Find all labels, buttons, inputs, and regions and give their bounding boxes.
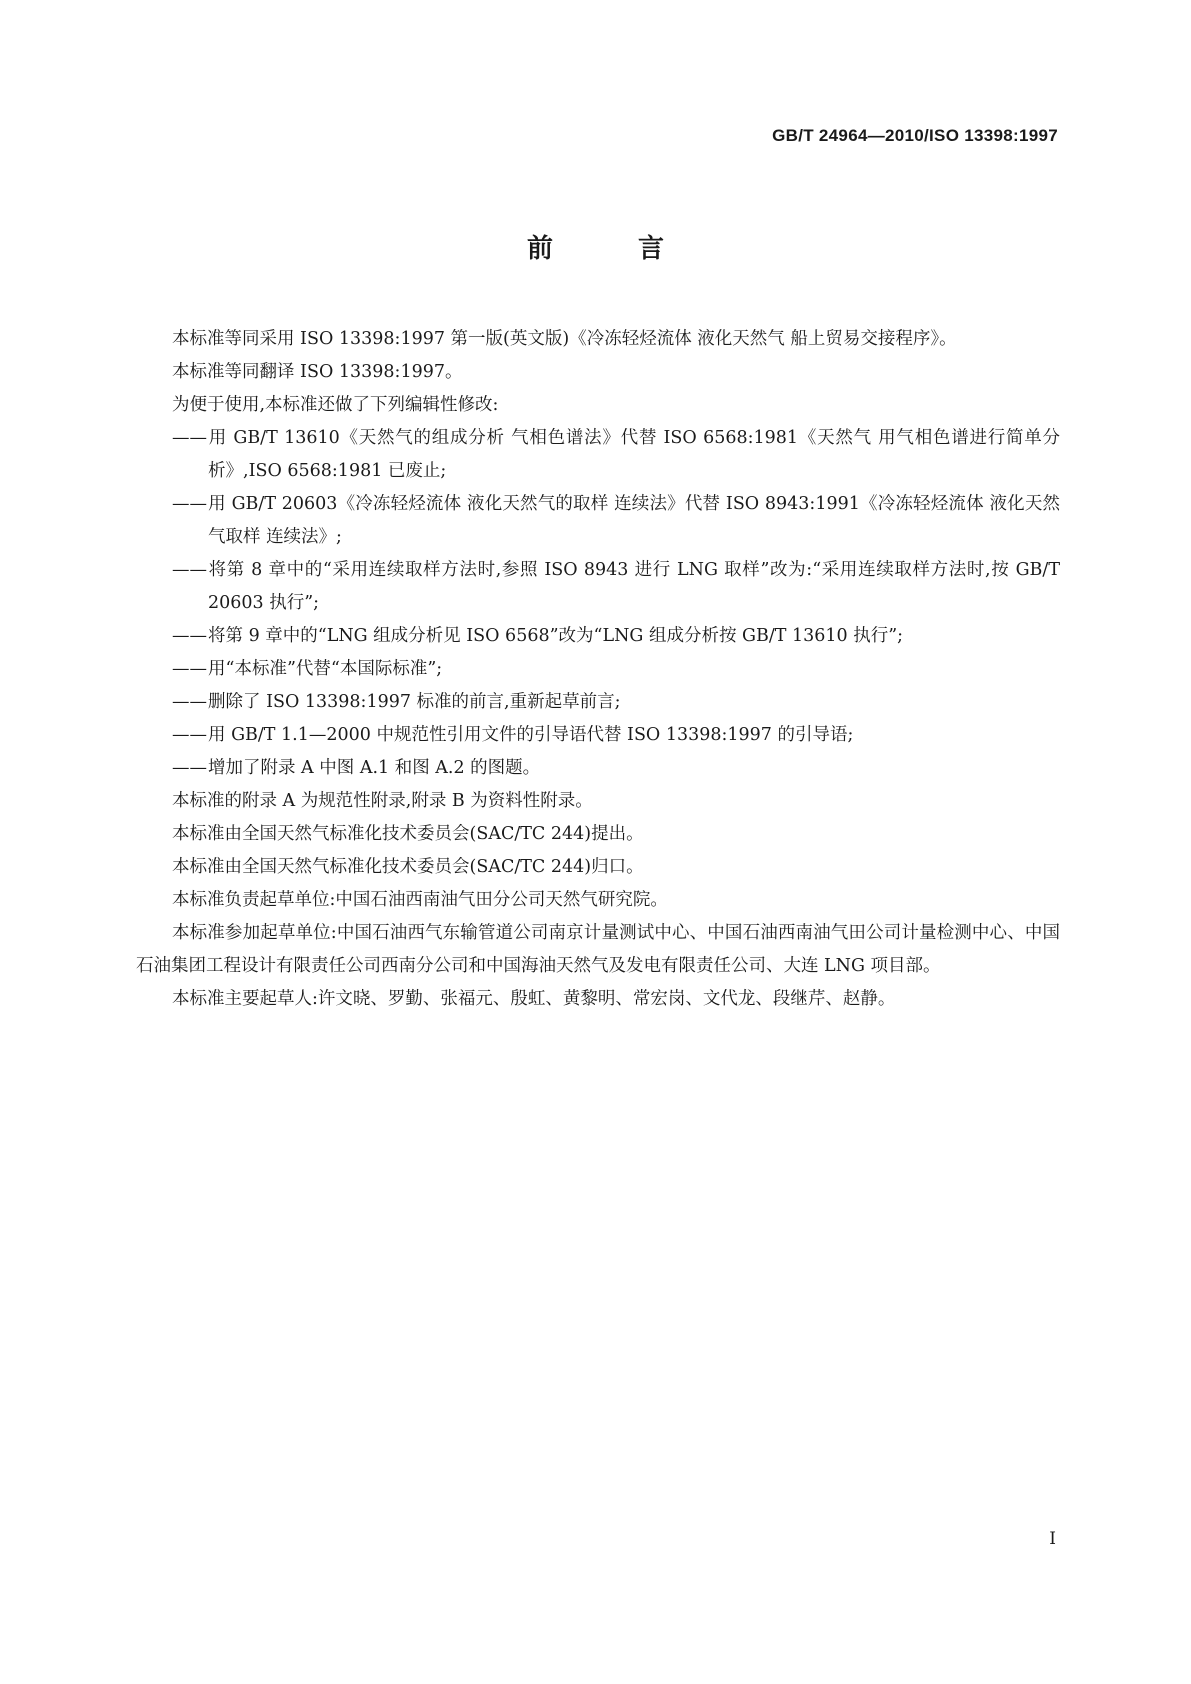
dash-marker: —— <box>172 758 207 778</box>
list-item <box>136 719 1060 752</box>
dash-marker: —— <box>172 428 207 448</box>
list-item <box>136 752 1060 785</box>
paragraph-participating-drafters: 本标准参加起草单位:中国石油西气东输管道公司南京计量测试中心、中国石油西南油气田公司计量检测中心、中国石油集团工程设计有限责任公司西南分公司和中国海油天然气及发电有限责任公司、大连 LNG 项目部。 <box>136 923 1060 976</box>
list-item-text: 删除了 ISO 13398:1997 标准的前言,重新起草前言; <box>208 692 621 712</box>
list-item-text: 将第 8 章中的“采用连续取样方法时,参照 ISO 8943 进行 LNG 取样”改为:“采用连续取样方法时,按 GB/T 20603 执行”; <box>208 560 1060 613</box>
page-number: I <box>1049 1529 1056 1549</box>
list-item <box>136 620 1060 653</box>
paragraph-annexes: 本标准的附录 A 为规范性附录,附录 B 为资料性附录。 <box>172 791 593 811</box>
paragraph-translation: 本标准等同翻译 ISO 13398:1997。 <box>172 362 463 382</box>
list-item <box>136 653 1060 686</box>
list-item-text: 用 GB/T 13610《天然气的组成分析 气相色谱法》代替 ISO 6568:1981《天然气 用气相色谱进行简单分析》,ISO 6568:1981 已废止; <box>208 428 1060 481</box>
list-item-text: 增加了附录 A 中图 A.1 和图 A.2 的图题。 <box>208 758 541 778</box>
list-item-text: 用 GB/T 20603《冷冻轻烃流体 液化天然气的取样 连续法》代替 ISO 8943:1991《冷冻轻烃流体 液化天然气取样 连续法》; <box>208 494 1060 547</box>
list-item-text: 将第 9 章中的“LNG 组成分析见 ISO 6568”改为“LNG 组成分析按 GB/T 13610 执行”; <box>208 626 904 646</box>
list-item <box>136 488 1060 554</box>
dash-marker: —— <box>172 626 207 646</box>
dash-marker: —— <box>172 560 207 580</box>
dash-marker: —— <box>172 725 207 745</box>
paragraph-managed-by: 本标准由全国天然气标准化技术委员会(SAC/TC 244)归口。 <box>172 857 644 877</box>
standard-number: GB/T 24964—2010/ISO 13398:1997 <box>772 126 1058 145</box>
paragraph-responsible-drafter: 本标准负责起草单位:中国石油西南油气田分公司天然气研究院。 <box>172 890 668 910</box>
dash-marker: —— <box>172 494 207 514</box>
modification-list <box>136 422 1060 785</box>
dash-marker: —— <box>172 659 207 679</box>
dash-marker: —— <box>172 692 207 712</box>
list-item <box>136 422 1060 488</box>
foreword-body <box>136 323 1060 1016</box>
page-title: 前 言 <box>526 234 703 264</box>
paragraph-edit-intro: 为便于使用,本标准还做了下列编辑性修改: <box>172 395 499 415</box>
paragraph-adoption: 本标准等同采用 ISO 13398:1997 第一版(英文版)《冷冻轻烃流体 液化天然气 船上贸易交接程序》。 <box>172 329 957 349</box>
paragraph-main-drafters: 本标准主要起草人:许文晓、罗勤、张福元、殷虹、黄黎明、常宏岗、文代龙、段继芹、赵静。 <box>172 989 896 1009</box>
list-item <box>136 554 1060 620</box>
list-item-text: 用 GB/T 1.1—2000 中规范性引用文件的引导语代替 ISO 13398:1997 的引导语; <box>208 725 854 745</box>
list-item-text: 用“本标准”代替“本国际标准”; <box>208 659 443 679</box>
paragraph-proposed-by: 本标准由全国天然气标准化技术委员会(SAC/TC 244)提出。 <box>172 824 644 844</box>
list-item <box>136 686 1060 719</box>
